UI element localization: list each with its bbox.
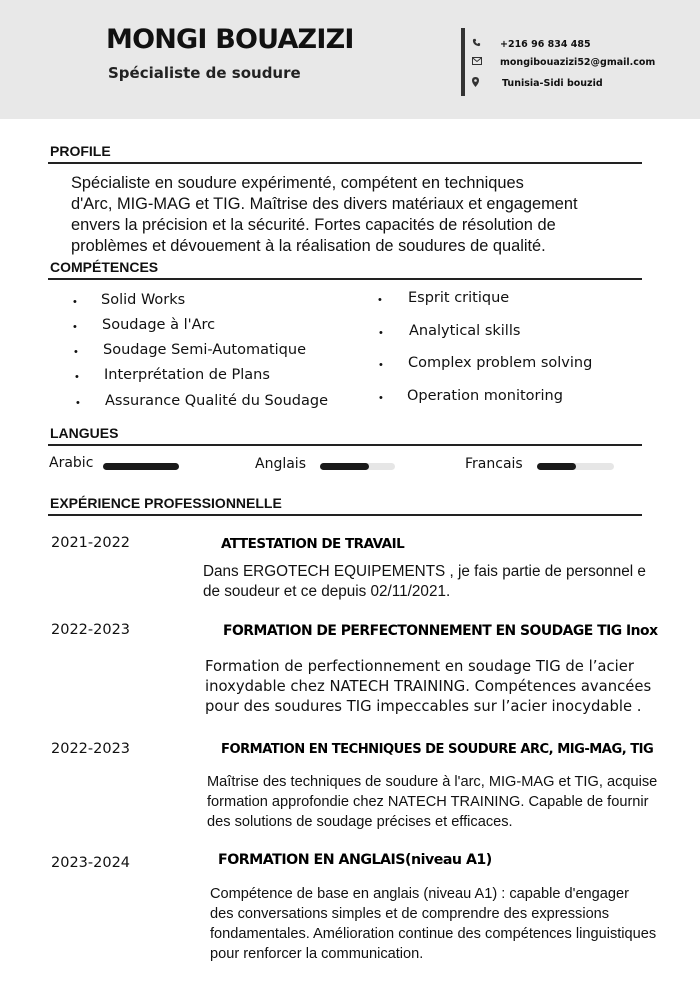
experience-description <box>205 657 651 717</box>
skills-rule <box>48 278 642 280</box>
profile-line: Spécialiste en soudure expérimenté, compétent en techniques <box>71 174 524 192</box>
experience-title: FORMATION EN ANGLAIS(niveau A1) <box>218 852 492 868</box>
description-line: Compétence de base en anglais (niveau A1) : capable d'engager <box>210 886 629 902</box>
description-line: fondamentales. Amélioration continue des compétences linguistiques <box>210 926 657 942</box>
skill-item: Operation monitoring <box>407 388 563 404</box>
bullet-icon: • <box>76 397 80 409</box>
email-address[interactable]: mongibouazizi52@gmail.com <box>500 57 656 68</box>
skills-heading: COMPÉTENCES <box>50 259 159 275</box>
bullet-icon: • <box>75 371 79 383</box>
experience-years: 2023-2024 <box>51 855 131 871</box>
language-level-bar <box>103 463 179 470</box>
description-line: formation approfondie chez NATECH TRAINING. Capable de fournir <box>207 794 649 810</box>
skill-item: Assurance Qualité du Soudage <box>105 393 329 409</box>
experience-years: 2022-2023 <box>51 622 131 638</box>
language-level-fill <box>320 463 369 470</box>
bullet-icon: • <box>74 346 78 358</box>
contact-location <box>472 77 603 90</box>
experience-description <box>210 884 656 964</box>
language-name: Anglais <box>255 456 306 472</box>
skill-item: Soudage à l'Arc <box>102 317 216 333</box>
candidate-name: MONGI BOUAZIZI <box>106 24 354 55</box>
description-line: Maîtrise des techniques de soudure à l'arc, MIG-MAG et TIG, acquise <box>207 774 658 790</box>
contact-email <box>472 57 655 68</box>
bullet-icon: • <box>73 296 77 308</box>
profile-heading: PROFILE <box>50 143 111 159</box>
experience-heading: EXPÉRIENCE PROFESSIONNELLE <box>50 495 282 511</box>
experience-title: ATTESTATION DE TRAVAIL <box>221 536 405 552</box>
skill-item: Interprétation de Plans <box>104 367 270 383</box>
experience-title: FORMATION DE PERFECTONNEMENT EN SOUDAGE TIG Inox <box>223 623 658 639</box>
skill-item: Complex problem solving <box>408 355 593 371</box>
profile-rule <box>48 162 642 164</box>
experience-description <box>203 562 646 602</box>
header-divider <box>461 28 465 96</box>
location-text: Tunisia-Sidi bouzid <box>502 78 603 89</box>
phone-icon <box>472 38 486 50</box>
description-line: des solutions de soudage précises et efficaces. <box>207 814 513 830</box>
description-line: des conversations simples et de comprendre des expressions <box>210 906 610 922</box>
description-line: Formation de perfectionnement en soudage TIG de l’acier <box>205 658 634 675</box>
experience-title: FORMATION EN TECHNIQUES DE SOUDURE ARC, MIG-MAG, TIG <box>221 742 654 757</box>
profile-summary <box>71 173 646 257</box>
languages-heading: LANGUES <box>50 425 119 441</box>
language-level-bar <box>537 463 614 470</box>
candidate-job-title: Spécialiste de soudure <box>108 64 301 82</box>
language-name: Arabic <box>49 455 94 471</box>
language-level-bar <box>320 463 395 470</box>
experience-description <box>207 772 657 832</box>
contact-phone <box>472 38 591 50</box>
skill-item: Esprit critique <box>408 290 510 306</box>
profile-line: problèmes et dévouement à la réalisation de soudures de qualité. <box>71 237 546 255</box>
bullet-icon: • <box>73 321 77 333</box>
skill-item: Solid Works <box>101 292 186 308</box>
resume-header <box>0 0 700 119</box>
language-name: Francais <box>465 456 523 472</box>
bullet-icon: • <box>379 359 383 371</box>
languages-rule <box>48 444 642 446</box>
location-pin-icon <box>472 77 486 90</box>
phone-number: +216 96 834 485 <box>500 38 591 50</box>
skill-item: Soudage Semi-Automatique <box>103 342 306 358</box>
description-line: pour renforcer la communication. <box>210 946 424 962</box>
description-line: inoxydable chez NATECH TRAINING. Compétences avancées <box>205 678 652 695</box>
mail-icon <box>472 57 486 68</box>
experience-years: 2021-2022 <box>51 535 131 551</box>
language-level-fill <box>537 463 576 470</box>
skill-item: Analytical skills <box>409 323 521 339</box>
description-line: pour des soudures TIG impeccables sur l’acier inocydable . <box>205 698 642 715</box>
description-line: Dans ERGOTECH EQUIPEMENTS , je fais partie de personnel e <box>203 563 646 580</box>
profile-line: envers la précision et la sécurité. Fortes capacités de résolution de <box>71 216 556 234</box>
experience-years: 2022-2023 <box>51 741 131 757</box>
bullet-icon: • <box>378 294 382 306</box>
language-level-fill <box>103 463 179 470</box>
profile-line: d'Arc, MIG-MAG et TIG. Maîtrise des divers matériaux et engagement <box>71 195 578 213</box>
experience-rule <box>48 514 642 516</box>
bullet-icon: • <box>379 327 383 339</box>
description-line: de soudeur et ce depuis 02/11/2021. <box>203 583 451 600</box>
bullet-icon: • <box>379 392 383 404</box>
